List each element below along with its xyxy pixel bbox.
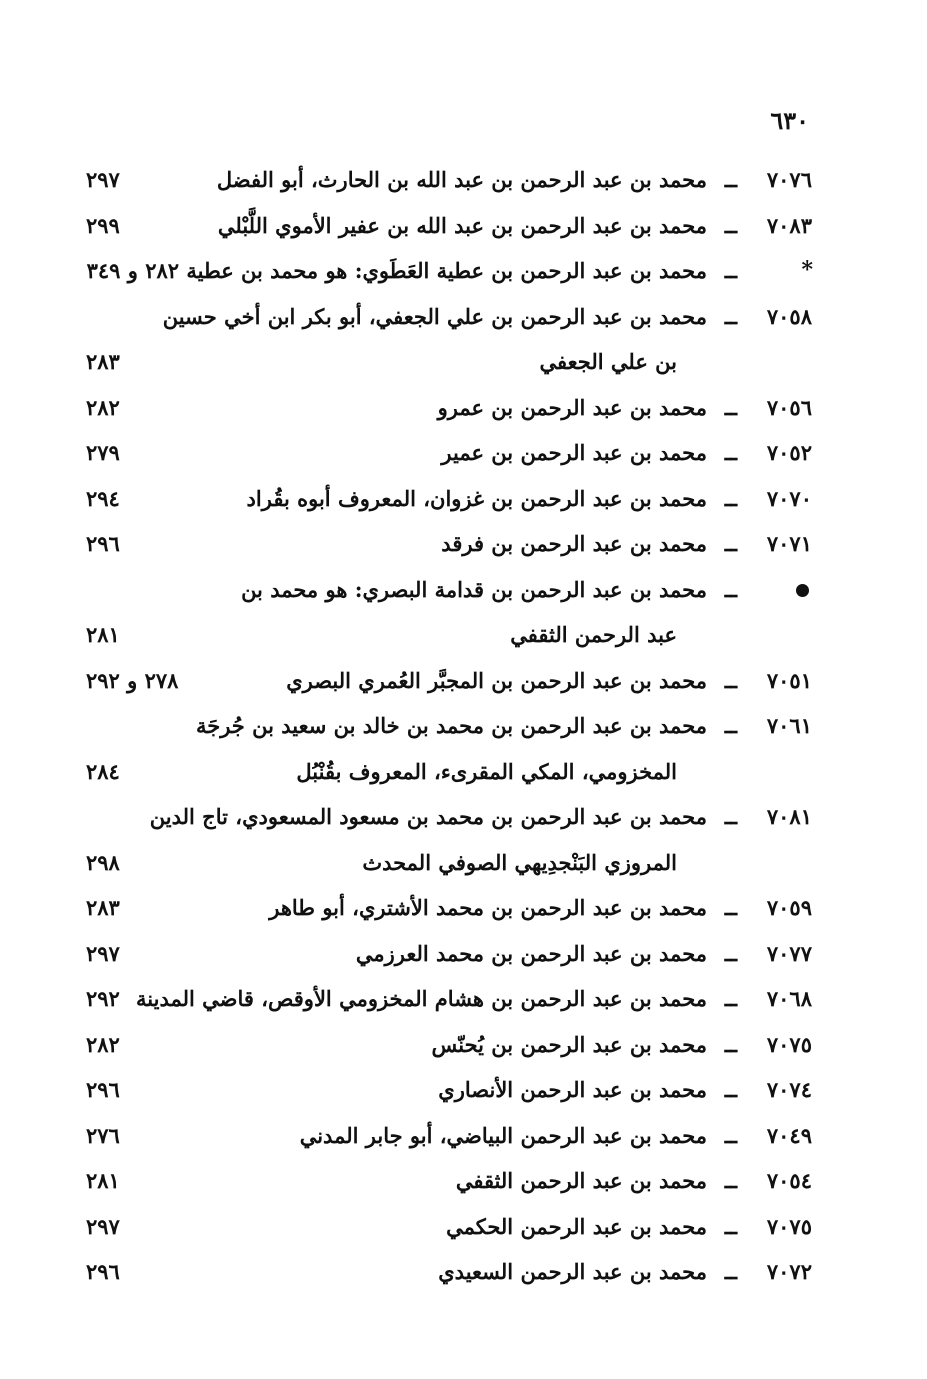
entry-number: ٧٠٥٨ <box>766 303 812 329</box>
entry-page-ref: ٢٩٤ <box>86 485 120 511</box>
entry-name: المخزومي، المكي المقرىء، المعروف بقُنْبُل <box>296 758 677 784</box>
entry-page-ref: ٢٨٣ <box>86 349 120 374</box>
index-entry <box>0 567 927 613</box>
entry-page-ref: ٢٩٢ <box>86 986 120 1011</box>
entry-dash: ــ <box>724 531 737 556</box>
entry-number: ٧٠٦١ <box>766 713 812 738</box>
entry-number: ٧٠٥٢ <box>766 440 812 465</box>
entry-dash: ــ <box>724 258 737 283</box>
index-entries <box>0 157 927 1295</box>
index-entry <box>0 703 927 749</box>
entry-page-ref: ٢٩٩ <box>86 212 120 238</box>
entry-dash: ــ <box>724 1213 737 1239</box>
entry-dash: ــ <box>724 804 737 829</box>
entry-number: ٧٠٧٥ <box>766 1213 812 1239</box>
entry-dash: ــ <box>724 1168 737 1193</box>
entry-name: محمد بن عبد الرحمن بن فرقد <box>441 531 707 556</box>
entry-number: ٧٠٧٤ <box>766 1077 812 1102</box>
entry-name: محمد بن عبد الرحمن الثقفي <box>455 1168 707 1193</box>
index-entry <box>0 1113 927 1159</box>
entry-dash: ــ <box>724 576 737 602</box>
entry-number: ٧٠٧١ <box>766 531 812 556</box>
index-entry-continuation <box>0 612 927 658</box>
entry-page-ref: ٢٩٨ <box>86 849 120 875</box>
entry-number: ٧٠٧٧ <box>766 940 812 966</box>
entry-page-ref: ٢٧٦ <box>86 1122 120 1148</box>
entry-page-ref: ٢٨٢ <box>86 394 120 420</box>
index-entry <box>0 1067 927 1113</box>
entry-number: ٧٠٨٣ <box>766 212 812 238</box>
entry-name: محمد بن عبد الرحمن بن عمير <box>441 440 707 465</box>
entry-dash: ــ <box>724 986 737 1011</box>
asterisk-marker: * <box>801 257 813 283</box>
entry-name: محمد بن عبد الرحمن بن محمد الأشتري، أبو طاهر <box>269 895 707 920</box>
entry-dash: ــ <box>724 940 737 966</box>
entry-name: محمد بن عبد الرحمن بن محمد العرزمي <box>355 940 707 966</box>
entry-page-ref: ٢٩٧ <box>86 167 120 192</box>
index-entry <box>0 430 927 476</box>
entry-page-ref: ٢٩٧ <box>86 1213 120 1239</box>
entry-name: محمد بن عبد الرحمن السعيدي <box>438 1259 707 1284</box>
index-entry <box>0 1204 927 1250</box>
index-entry <box>0 1249 927 1295</box>
entry-page-ref: ٢٩٦ <box>86 531 120 556</box>
entry-page-ref: ٢٨٤ <box>86 758 120 784</box>
entry-page-ref: ٢٧٩ <box>86 440 120 465</box>
entry-dash: ــ <box>724 212 737 238</box>
index-entry <box>0 1022 927 1068</box>
entry-number: ٧٠٥٦ <box>766 394 812 420</box>
entry-number: ٧٠٥١ <box>766 667 812 693</box>
entry-dash: ــ <box>724 1259 737 1284</box>
entry-page-ref: ٢٨١ <box>86 622 120 647</box>
index-entry <box>0 476 927 522</box>
entry-number: ٧٠٧٦ <box>766 167 812 192</box>
entry-dash: ــ <box>724 303 737 329</box>
entry-name: محمد بن عبد الرحمن بن عبد الله بن عفير الأموي اللَّبْلي <box>217 212 707 238</box>
entry-dash: ــ <box>724 485 737 511</box>
entry-dash: ــ <box>724 440 737 465</box>
entry-number: ٧٠٦٨ <box>766 986 812 1011</box>
entry-name: محمد بن عبد الرحمن بن هشام المخزومي الأوقص، قاضي المدينة <box>136 986 707 1011</box>
index-entry <box>0 157 927 203</box>
entry-name: محمد بن عبد الرحمن بن غزوان، المعروف أبوه بقُراد <box>246 485 707 511</box>
entry-name: محمد بن عبد الرحمن بن محمد بن خالد بن سعيد بن جُرجَة <box>195 713 707 738</box>
entry-number: ٧٠٥٤ <box>766 1168 812 1193</box>
entry-name: محمد بن عبد الرحمن البياضي، أبو جابر المدني <box>299 1122 707 1148</box>
entry-name: عبد الرحمن الثقفي <box>510 622 677 647</box>
entry-dash: ــ <box>724 167 737 192</box>
index-entry <box>0 385 927 431</box>
entry-number: ٧٠٨١ <box>766 804 812 829</box>
entry-page-ref: ٢٧٨ و ٢٩٢ <box>86 667 179 693</box>
entry-dash: ــ <box>724 667 737 693</box>
entry-name: محمد بن عبد الرحمن بن عطية العَطَوي: هو محمد بن عطية ٢٨٢ و ٣٤٩ <box>86 258 707 283</box>
entry-number: ٧٠٧٢ <box>766 1259 812 1284</box>
bullet-dot-icon <box>796 567 813 613</box>
entry-page-ref: ٢٨١ <box>86 1168 120 1193</box>
index-entry-continuation <box>0 749 927 795</box>
entry-page-ref: ٢٩٦ <box>86 1259 120 1284</box>
entry-dash: ــ <box>724 713 737 738</box>
entry-name: محمد بن عبد الرحمن الأنصاري <box>438 1077 707 1102</box>
index-entry <box>0 521 927 567</box>
entry-name: محمد بن عبد الرحمن بن عبد الله بن الحارث، أبو الفضل <box>216 167 707 192</box>
entry-name: المروزي البَنْجدِيهي الصوفي المحدث <box>362 849 677 875</box>
index-entry <box>0 658 927 704</box>
index-entry <box>0 248 927 294</box>
index-entry <box>0 203 927 249</box>
entry-name: محمد بن عبد الرحمن بن عمرو <box>437 394 707 420</box>
entry-dash: ــ <box>724 1122 737 1148</box>
entry-name: محمد بن عبد الرحمن بن المجبَّر العُمري البصري <box>286 667 707 693</box>
page-number: ٦٣٠ <box>770 106 809 135</box>
entry-name: محمد بن عبد الرحمن بن علي الجعفي، أبو بكر ابن أخي حسين <box>162 303 707 329</box>
entry-name: بن علي الجعفي <box>539 349 677 374</box>
entry-name: محمد بن عبد الرحمن بن قدامة البصري: هو محمد بن <box>241 576 707 602</box>
entry-name: محمد بن عبد الرحمن بن يُحنّس <box>431 1031 707 1057</box>
entry-number: ٧٠٧٠ <box>766 485 812 511</box>
index-entry <box>0 931 927 977</box>
entry-number: ٧٠٧٥ <box>766 1031 812 1057</box>
index-entry <box>0 885 927 931</box>
entry-page-ref: ٢٩٧ <box>86 940 120 966</box>
index-entry <box>0 976 927 1022</box>
entry-page-ref: ٢٨٢ <box>86 1031 120 1057</box>
index-entry-continuation <box>0 840 927 886</box>
entry-dash: ــ <box>724 1031 737 1057</box>
entry-dash: ــ <box>724 895 737 920</box>
index-entry <box>0 294 927 340</box>
index-entry <box>0 1158 927 1204</box>
entry-dash: ــ <box>724 1077 737 1102</box>
entry-dash: ــ <box>724 394 737 420</box>
index-entry <box>0 794 927 840</box>
entry-name: محمد بن عبد الرحمن الحكمي <box>446 1213 707 1239</box>
entry-name: محمد بن عبد الرحمن بن محمد بن مسعود المسعودي، تاج الدين <box>149 804 707 829</box>
entry-number: ٧٠٥٩ <box>766 895 812 920</box>
index-entry-continuation <box>0 339 927 385</box>
entry-number: ٧٠٤٩ <box>766 1122 812 1148</box>
entry-page-ref: ٢٩٦ <box>86 1077 120 1102</box>
entry-page-ref: ٢٨٣ <box>86 895 120 920</box>
